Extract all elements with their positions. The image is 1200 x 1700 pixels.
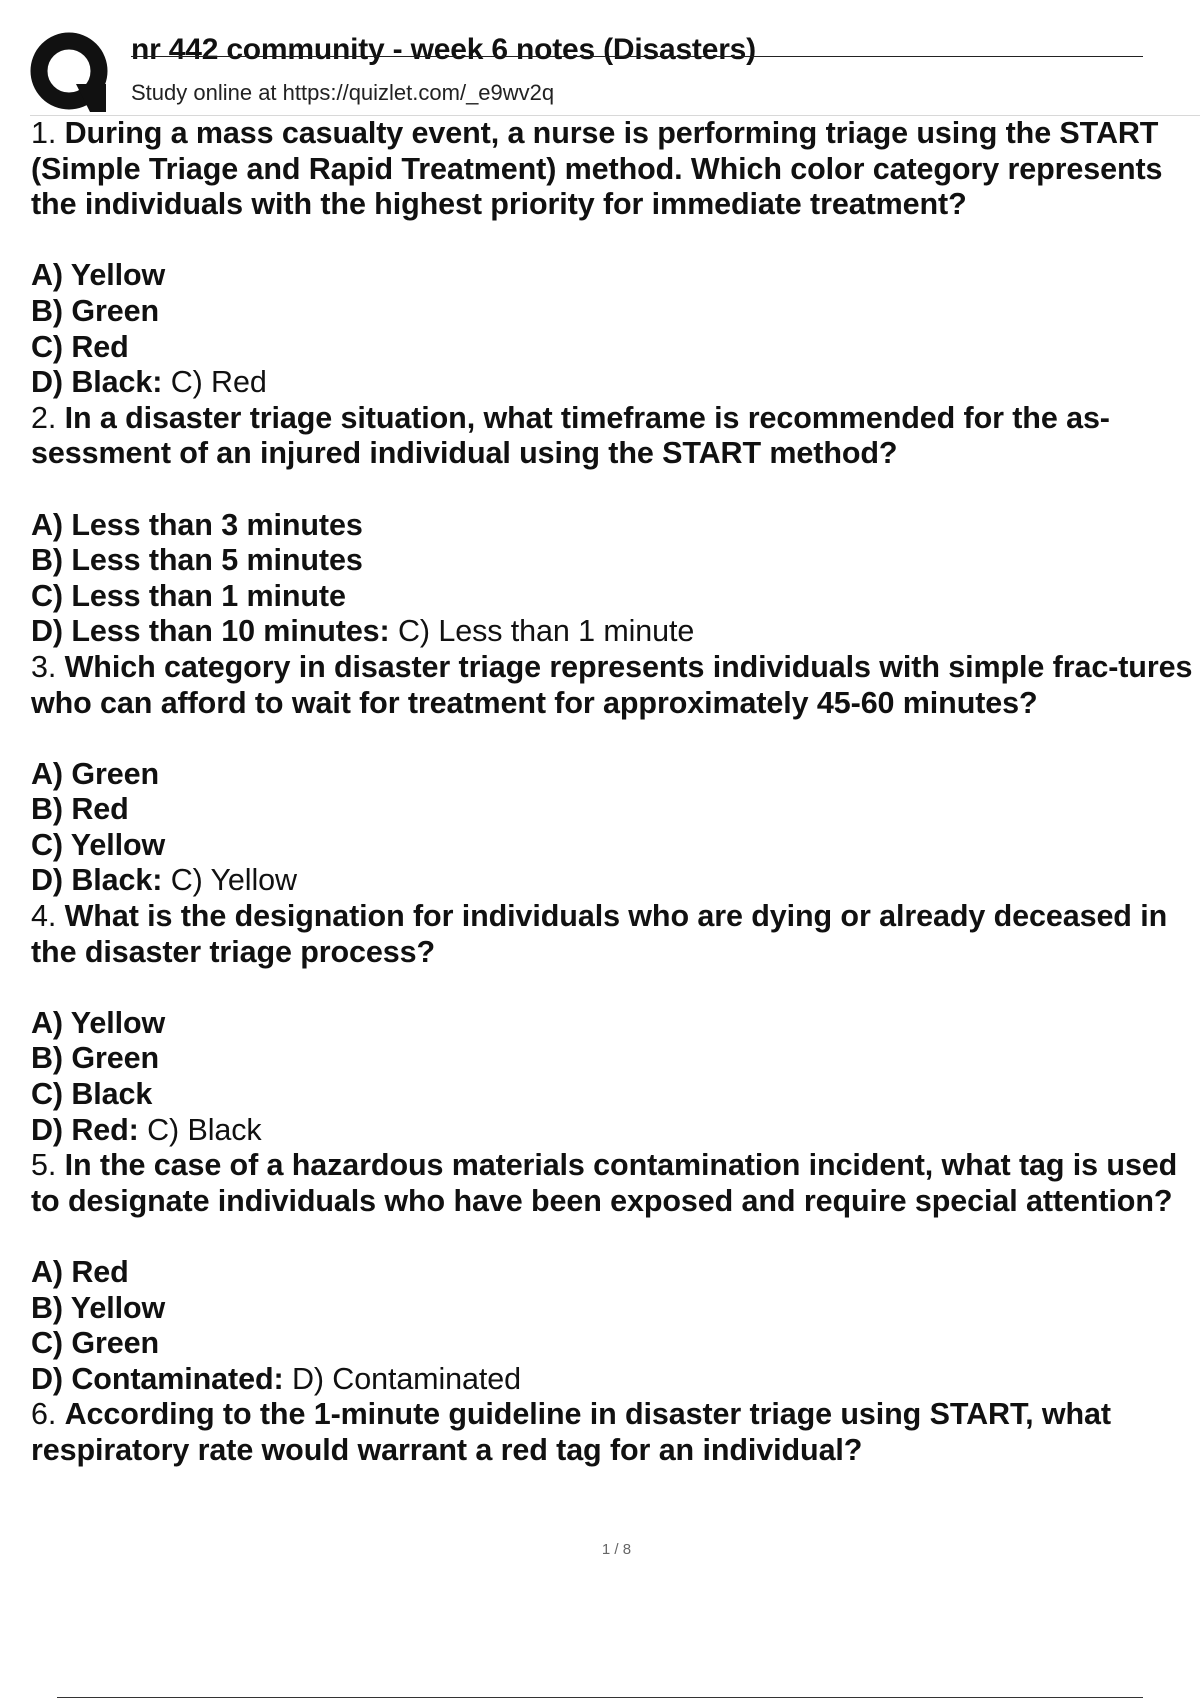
question-text-line	[31, 116, 1200, 223]
question-number: 3.	[31, 649, 57, 684]
question-text-line	[31, 650, 1200, 721]
answer-option	[31, 863, 1200, 899]
question-text: In the case of a hazardous materials contamination incident, what tag is used to designate individuals who have been exposed and require special attention?	[31, 1148, 1178, 1218]
question-text-line	[31, 899, 1200, 970]
option-label: D) Black:	[31, 365, 163, 400]
question-number: 1.	[31, 116, 57, 150]
question-list	[31, 116, 1200, 1469]
spacer	[31, 472, 1200, 508]
answer-option	[31, 1326, 1200, 1362]
correct-answer: C) Black	[147, 1112, 262, 1147]
footer-rule	[57, 1697, 1143, 1698]
option-label: C) Red	[31, 329, 129, 364]
question-text-line	[31, 1397, 1200, 1468]
answer-option	[31, 508, 1200, 544]
option-label: A) Green	[31, 756, 160, 791]
question-number: 4.	[31, 899, 57, 934]
spacer	[31, 721, 1200, 757]
question-number: 5.	[31, 1148, 57, 1183]
answer-option	[31, 1006, 1200, 1042]
answer-option	[31, 1291, 1200, 1327]
answer-option	[31, 614, 1200, 650]
correct-answer: C) Red	[170, 365, 267, 400]
option-label: B) Green	[31, 293, 160, 328]
answer-option	[31, 1077, 1200, 1113]
option-label: D) Black:	[31, 863, 163, 898]
option-label: D) Contaminated:	[31, 1361, 284, 1396]
option-label: C) Less than 1 minute	[31, 578, 346, 613]
question-text: According to the 1-minute guideline in disaster triage using START, what respiratory rate would warrant a red tag for an individual?	[31, 1397, 1111, 1467]
answer-option	[31, 1041, 1200, 1077]
question-block	[31, 116, 1200, 401]
option-label: A) Yellow	[31, 1005, 166, 1040]
answer-option	[31, 579, 1200, 615]
answer-option	[31, 330, 1200, 366]
question-text: Which category in disaster triage represents individuals with simple frac-tures who can afford to wait for treatment for approximately 45-60 minutes?	[31, 649, 1193, 720]
option-label: B) Green	[31, 1041, 160, 1076]
answer-option	[31, 294, 1200, 330]
answer-option	[31, 828, 1200, 864]
option-label: A) Red	[31, 1255, 129, 1289]
spacer	[31, 223, 1200, 259]
question-block	[31, 1148, 1200, 1397]
question-block	[31, 650, 1200, 899]
spacer	[31, 1219, 1200, 1255]
correct-answer: C) Less than 1 minute	[397, 614, 695, 649]
question-number: 2.	[31, 400, 57, 435]
option-label: B) Yellow	[31, 1290, 166, 1325]
option-label: C) Black	[31, 1077, 153, 1112]
spacer	[31, 970, 1200, 1006]
question-number: 6.	[31, 1397, 57, 1432]
document-title: nr 442 community - week 6 notes (Disasters)	[131, 33, 756, 66]
question-text: In a disaster triage situation, what timeframe is recommended for the as-sessment of an injured individual using the START method?	[31, 400, 1110, 471]
question-text-line	[31, 1148, 1200, 1219]
quizlet-logo-icon	[30, 32, 112, 114]
question-block	[31, 1397, 1200, 1468]
option-label: D) Red:	[31, 1112, 139, 1147]
question-text: What is the designation for individuals who are dying or already deceased in the disaster triage process?	[31, 899, 1168, 969]
page-indicator: 1 / 8	[601, 1541, 632, 1558]
title-rule	[131, 56, 1143, 57]
answer-option	[31, 543, 1200, 579]
option-label: B) Red	[31, 792, 129, 827]
option-label: A) Less than 3 minutes	[31, 507, 363, 542]
option-label: C) Green	[31, 1326, 160, 1361]
question-block	[31, 899, 1200, 1148]
correct-answer: C) Yellow	[170, 863, 297, 898]
answer-option	[31, 1255, 1200, 1291]
option-label: C) Yellow	[31, 827, 166, 862]
option-label: A) Yellow	[31, 258, 166, 293]
answer-option	[31, 792, 1200, 828]
answer-option	[31, 258, 1200, 294]
answer-option	[31, 1362, 1200, 1398]
question-block	[31, 401, 1200, 650]
answer-option	[31, 1113, 1200, 1149]
option-label: B) Less than 5 minutes	[31, 543, 363, 578]
correct-answer: D) Contaminated	[291, 1361, 521, 1396]
study-online-link[interactable]: Study online at https://quizlet.com/_e9wv2q	[131, 80, 555, 105]
question-text: During a mass casualty event, a nurse is performing triage using the START (Simple Triage and Rapid Treatment) method. Which color category represents the individuals with the highest priority for immediate treatment?	[31, 116, 1163, 222]
answer-option	[31, 757, 1200, 793]
question-text-line	[31, 401, 1200, 472]
answer-option	[31, 365, 1200, 401]
option-label: D) Less than 10 minutes:	[31, 614, 390, 649]
